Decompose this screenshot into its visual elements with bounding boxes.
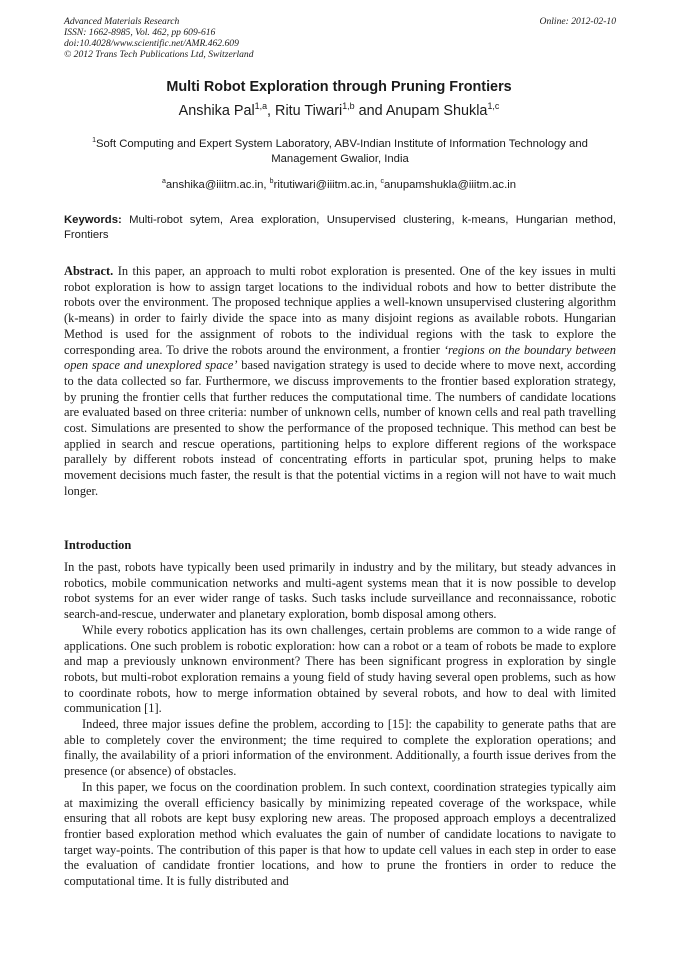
author-separator: , — [267, 103, 276, 119]
email-marker: b — [269, 178, 274, 186]
author-name: Anshika Pal — [178, 103, 255, 119]
keywords-text: Multi-robot sytem, Area exploration, Unsupervised clustering, k-means, Hungarian method, Frontiers — [64, 214, 617, 241]
abstract-label: Abstract. — [64, 264, 114, 278]
affiliation-text: Soft Computing and Expert System Laboratory, ABV-Indian Institute of Information Technology and Management Gwalior, India — [95, 138, 588, 165]
body-paragraph: Indeed, three major issues define the problem, according to [15]: the capability to generate paths that are able to completely cover the environment; the time required to complete the exploration operations; and finally, the availability of a priori information of the environment. Additionally, a fourth issue derives from the presence (or absence) of obstacles. — [64, 717, 616, 779]
author-name: Anupam Shukla — [385, 103, 488, 119]
author-name: Ritu Tiwari — [275, 103, 343, 119]
section-heading-introduction: Introduction — [64, 538, 132, 552]
copyright-line: © 2012 Trans Tech Publications Ltd, Switzerland — [64, 49, 254, 60]
online-date: Online: 2012-02-10 — [539, 16, 616, 27]
journal-header — [64, 16, 616, 60]
keywords-label: Keywords: — [64, 214, 122, 226]
email-marker: a — [161, 178, 166, 186]
body-paragraph: While every robotics application has its own challenges, certain problems are common to a wide range of applications. One such problem is robotic exploration: how can a robot or a team of robots be made to explore and map a previously unknown environment? There has been significant progress in exploration by single robots, but multi-robot exploration remains a young field of study having several open problems, such as how to coordinate robots, how to merge information obtained by several robots, and how to deal with limited communication [1]. — [64, 622, 616, 716]
body-paragraph: In this paper, we focus on the coordination problem. In such context, coordination strategies typically aim at maximizing the overall efficiency basically by minimizing repeated coverage of the workspace, while ensuring that all robots are kept busy exploring new areas. The proposed approach employs a decentralized frontier based exploration method which evaluates the gain of number of candidate locations to navigate to target way-points. The contribution of this paper is that how to update cell values in each step in order to ease the evaluation of candidate frontier locations, and how to prune the frontiers in order to reduce the computational time. It is fully distributed and — [64, 779, 616, 889]
issn-line: ISSN: 1662-8985, Vol. 462, pp 609-616 — [64, 27, 216, 38]
author-list — [0, 103, 678, 119]
email-address[interactable]: anshika@iiitm.ac.in — [165, 179, 264, 191]
keywords-block — [64, 213, 616, 243]
email-address[interactable]: ritutiwari@iiitm.ac.in — [273, 179, 375, 191]
email-address[interactable]: anupamshukla@iiitm.ac.in — [383, 179, 516, 191]
abstract-italic-text: ‘regions on the boundary between open space and unexplored space’ — [64, 342, 616, 373]
doi-line[interactable]: doi:10.4028/www.scientific.net/AMR.462.609 — [64, 38, 239, 49]
abstract-text-continued: based navigation strategy is used to decide where to move next, according to the data collected so far. Furthermore, we discuss improvements to the frontier based exploration strategy, by pruning the frontier cells that further reduces the computational time. The numbers of candidate locations are evaluated based on three criteria: number of unknown cells, number of known cells and real path travelling cost. Simulations are presented to show the performance of the proposed technique. This method can best be applied in search and rescue operations, partitioning helps to explore different regions of the workspace parallely by different robots instead of concentrating efforts in particular spot, pruning helps to make movement decisions much faster, the result is that the potential victims in a region will not have to wait much longer. — [64, 358, 616, 498]
author-affil-marker: 1,c — [487, 101, 500, 112]
abstract-text: In this paper, an approach to multi robot exploration is presented. One of the key issues in multi robot exploration is how to assign target locations to the individual robots and how to better distribute the robots over the environment. The proposed technique applies a well-known unsupervised clustering algorithm (k-means) in order to fairly divide the space into as many disjoint regions as available robots. Hungarian Method is used for the assignment of robots to the individual regions with the task to explore the corresponding area. To drive the robots around the environment, a frontier — [64, 264, 616, 357]
author-separator: and — [354, 103, 386, 119]
journal-name: Advanced Materials Research — [64, 16, 180, 27]
author-affil-marker: 1,a — [254, 101, 268, 112]
email-marker: c — [380, 178, 384, 186]
body-paragraph: In the past, robots have typically been used primarily in industry and by the military, but steady advances in robotics, mobile communication networks and multi-agent systems mean that it is now possible to develop robot systems for an ever wider range of tasks. Such tasks include surveillance and reconnaissance, robotic search-and-rescue, underwater and planetary exploration, bomb disposal among others. — [64, 560, 616, 622]
affiliation — [64, 137, 616, 167]
email-separator: , — [374, 179, 381, 191]
abstract-block — [64, 264, 616, 500]
affiliation-marker: 1 — [92, 137, 96, 145]
email-list — [0, 179, 678, 191]
email-separator: , — [263, 179, 270, 191]
author-affil-marker: 1,b — [342, 101, 355, 112]
introduction-body — [64, 560, 616, 890]
paper-title: Multi Robot Exploration through Pruning Frontiers — [166, 79, 512, 95]
